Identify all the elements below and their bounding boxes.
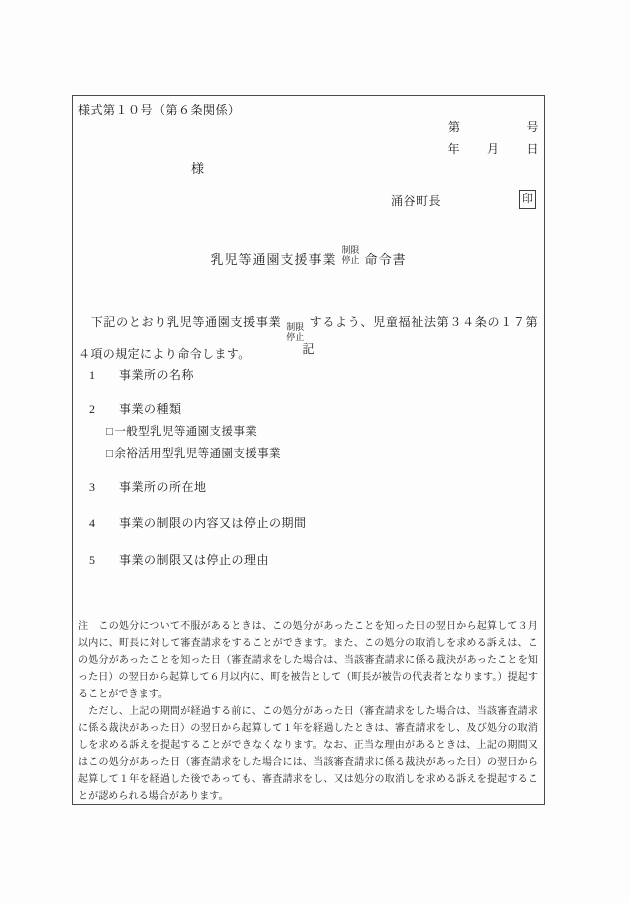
item-label: 事業の制限の内容又は停止の期間 xyxy=(119,516,307,530)
item-number: 1 xyxy=(89,368,95,382)
issuer-title-label: 涌谷町長 xyxy=(391,194,442,208)
doc-number-suffix: 号 xyxy=(526,120,539,134)
item-row-3 xyxy=(89,478,207,495)
item-number: 2 xyxy=(89,402,95,416)
note-section xyxy=(78,618,538,805)
checkbox-option-label: 一般型乳児等通園支援事業 xyxy=(114,426,258,438)
item-row-4 xyxy=(89,514,307,531)
item-label: 事業の制限又は停止の理由 xyxy=(119,553,270,567)
doc-number-prefix: 第 xyxy=(447,120,461,134)
date-month-label: 月 xyxy=(486,142,500,156)
stack-top-label: 制限 xyxy=(341,245,360,255)
checkbox-option-surplus xyxy=(106,445,281,461)
checkbox-option-general xyxy=(106,423,257,439)
seal-stamp-box: 印 xyxy=(519,190,536,209)
item-row-5 xyxy=(89,551,269,568)
stack-bottom-label: 停止 xyxy=(341,255,360,265)
form-frame xyxy=(72,95,545,805)
record-mark: 記 xyxy=(302,342,315,356)
note-paragraph-1: 注 この処分について不服があるときは、この処分があったことを知った日の翌日から起算して３月以内に、町長に対して審査請求をすることができます。また、この処分の取消しを求める訴えは、この処分があったことを知った日（審査請求をした場合は、当該審査請求に係る裁決があったことを知った日）の翌日から起算して６月以内に、町を被告として（町長が被告の代表者となります。）提起することができます。 xyxy=(78,621,538,700)
addressee-suffix-label: 様 xyxy=(191,161,205,176)
item-label: 事業所の名称 xyxy=(119,368,195,382)
item-number: 5 xyxy=(89,553,95,567)
date-day-label: 日 xyxy=(526,142,539,156)
date-row xyxy=(447,140,539,157)
stack-bottom-label: 停止 xyxy=(286,332,305,343)
title-business-name: 乳児等通園支援事業 xyxy=(210,251,337,267)
document-title xyxy=(73,245,544,265)
date-year-label: 年 xyxy=(447,142,460,156)
order-statement xyxy=(78,310,538,366)
item-row-2 xyxy=(89,400,182,417)
item-number: 3 xyxy=(89,480,95,494)
item-number: 4 xyxy=(89,516,95,530)
checkbox-option-label: 余裕活用型乳児等通園支援事業 xyxy=(114,448,281,460)
title-suffix: 命令書 xyxy=(364,251,407,267)
item-row-1 xyxy=(89,366,194,383)
limit-stop-stack xyxy=(341,245,359,265)
form-number-label: 様式第１０号（第６条関係） xyxy=(78,103,241,117)
item-label: 事業所の所在地 xyxy=(119,480,207,494)
doc-number-row xyxy=(448,118,539,135)
checkbox-icon: □ xyxy=(106,448,114,460)
checkbox-icon: □ xyxy=(106,426,114,438)
order-statement-tail: するよう、児童福祉法第３４条の１７第４項の規定により命令します。 xyxy=(78,315,539,362)
note-paragraph-2: ただし、上記の期間が経過する前に、この処分があった日（審査請求をした場合は、当該審査請求に係る裁決があった日）の翌日から起算して１年を経過したときは、審査請求をし、及び処分の取消しを求める訴えを提起することができなくなります。なお、正当な理由があるときは、上記の期間又はこの処分があった日（審査請求をした場合には、当該審査請求に係る裁決があった日）の翌日から起算して１年を経過した後であっても、審査請求をし、又は処分の取消しを求める訴えを提起することが認められる場合があります。 xyxy=(78,706,538,802)
stack-top-label: 制限 xyxy=(286,322,305,333)
order-statement-lead: 下記のとおり乳児等通園支援事業 xyxy=(78,315,282,329)
item-label: 事業の種類 xyxy=(119,402,182,416)
